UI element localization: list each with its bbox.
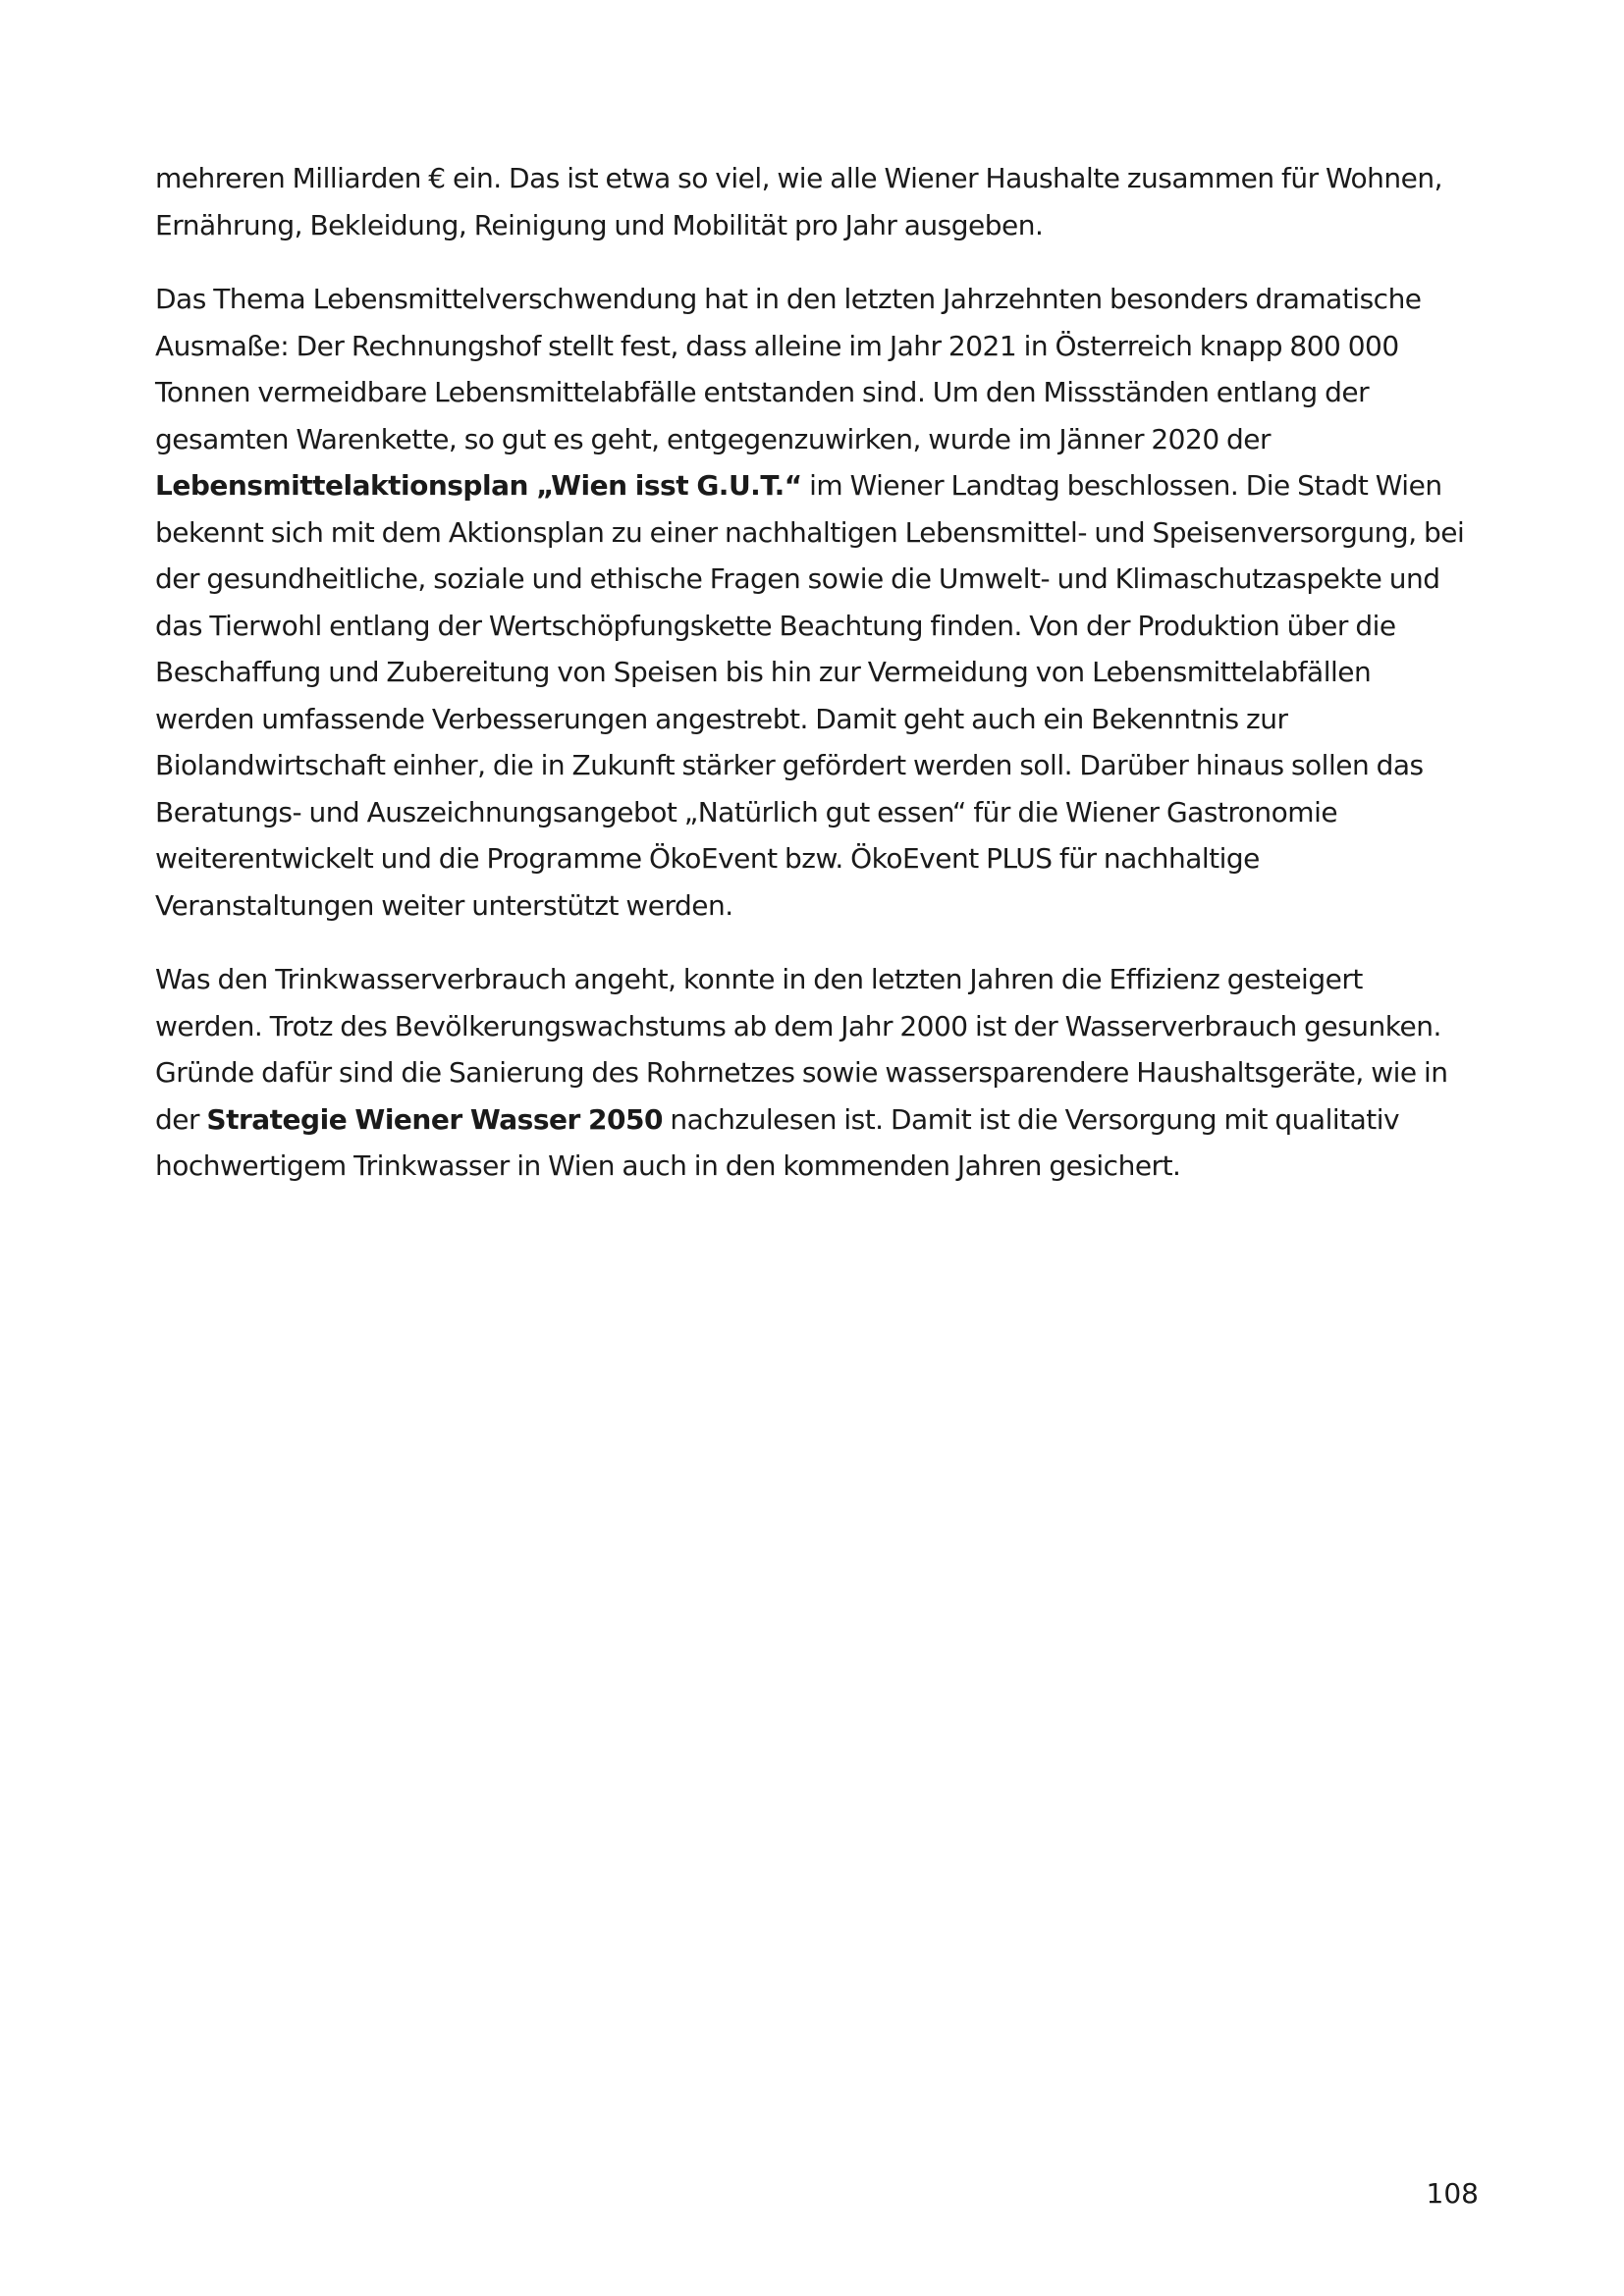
paragraph-2: [155, 276, 1476, 929]
paragraph-text: nachzulesen ist. Damit ist die Versorgung mit qualitativ hochwertigem Trinkwasser in Wien auch in den kommenden Jahren gesichert.: [155, 1102, 1400, 1182]
paragraph-text: mehreren Milliarden € ein. Das ist etwa so viel, wie alle Wiener Haushalte zusammen für Wohnen, Ernährung, Bekleidung, Reinigung und Mobilität pro Jahr ausgeben.: [155, 162, 1443, 241]
paragraph-text: Das Thema Lebensmittelverschwendung hat in den letzten Jahrzehnten besonders dramatische Ausmaße: Der Rechnungshof stellt fest, dass alleine im Jahr 2021 in Österreich knapp 800 000 Tonnen vermeidbare Lebensmittelabfälle entstanden sind. Um den Missständen entlang der gesamten Warenkette, so gut es geht, entgegenzuwirken, wurde im Jänner 2020 der: [155, 283, 1422, 455]
page-body: [155, 155, 1476, 1217]
paragraph-text: Was den Trinkwasserverbrauch angeht, konnte in den letzten Jahren die Effizienz gesteigert werden. Trotz des Bevölkerungswachstums ab dem Jahr 2000 ist der Wasserverbrauch gesunken. Gründe dafür sind die Sanierung des Rohrnetzes sowie wassersparendere Haushaltsgeräte, wie in der: [155, 963, 1448, 1136]
paragraph-3: [155, 956, 1476, 1190]
paragraph-1: [155, 155, 1476, 248]
paragraph-text: im Wiener Landtag beschlossen. Die Stadt Wien bekennt sich mit dem Aktionsplan zu einer nachhaltigen Lebensmittel- und Speisenversorgung, bei der gesundheitliche, soziale und ethische Fragen sowie die Umwelt- und Klimaschutzaspekte und das Tierwohl entlang der Wertschöpfungskette Beachtung finden. Von der Produktion über die Beschaffung und Zubereitung von Speisen bis hin zur Vermeidung von Lebensmittelabfällen werden umfassende Verbesserungen angestrebt. Damit geht auch ein Bekenntnis zur Biolandwirtschaft einher, die in Zukunft stärker gefördert werden soll. Darüber hinaus sollen das Beratungs- und Auszeichnungsangebot „Natürlich gut essen“ für die Wiener Gastronomie weiterentwickelt und die Programme ÖkoEvent bzw. ÖkoEvent PLUS für nachhaltige Veranstaltungen weiter unterstützt werden.: [155, 469, 1465, 922]
bold-term-strategie-wiener-wasser: Strategie Wiener Wasser 2050: [206, 1102, 663, 1136]
bold-term-lebensmittelaktionsplan: Lebensmittelaktionsplan „Wien isst G.U.T.“: [155, 469, 802, 502]
page-number: 108: [1426, 2177, 1479, 2210]
